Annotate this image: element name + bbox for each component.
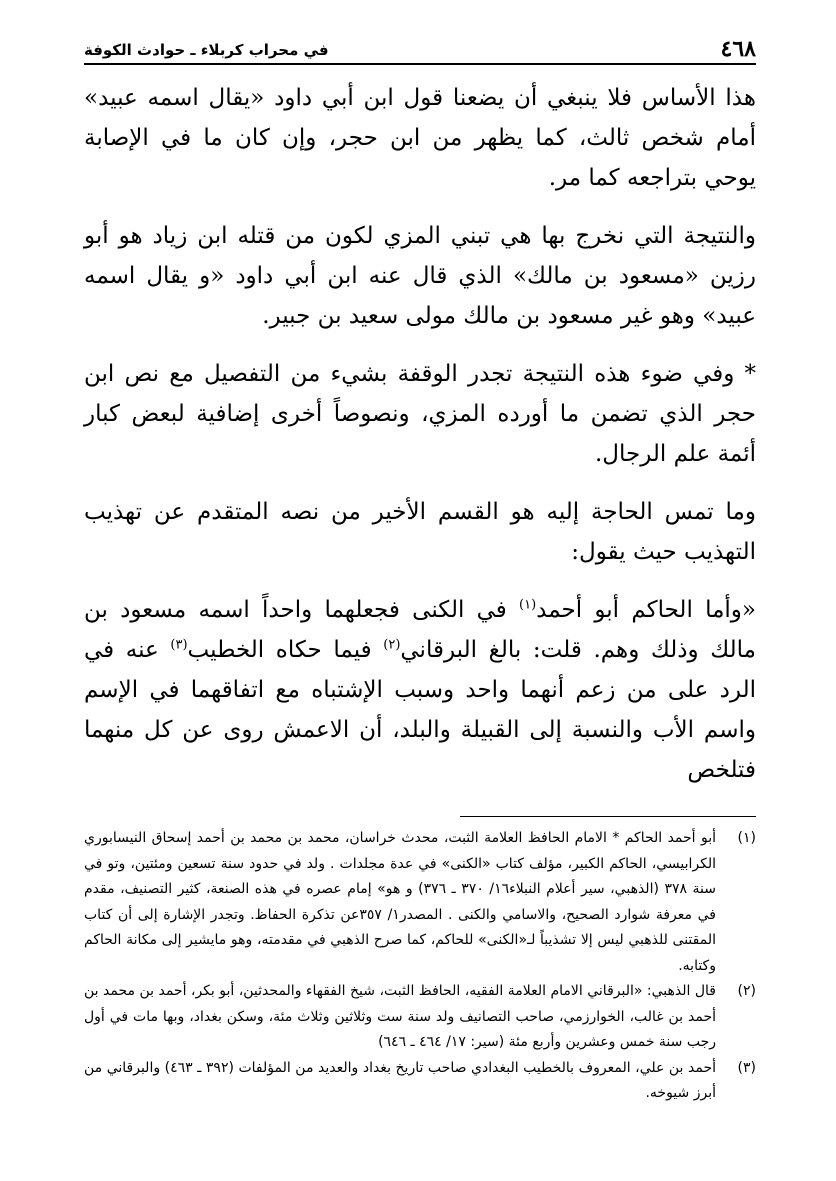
quoted-paragraph: [84, 590, 756, 790]
footnote-number: (٣): [737, 1059, 756, 1076]
header-divider: [84, 63, 756, 65]
quote-text: عنه في الرد على من زعم أنهما واحد وسبب الإشتباه مع اتفاقهما في الإسم واسم الأب والنسبة إلى القبيلة والبلد، أن الاعمش روى عن كل منهما فتلخص: [84, 637, 756, 783]
footnote-1: [84, 826, 756, 979]
paragraph: والنتيجة التي نخرج بها هي تبني المزي لكون من قتله ابن زياد هو أبو رزين «مسعود بن مالك» الذي قال عنه ابن أبي داود «و يقال اسمه عبيد» وهو غير مسعود بن مالك مولى سعيد بن جبير.: [84, 223, 756, 329]
footnote-ref-3: (٣): [170, 637, 188, 653]
running-title: في محراب كربلاء ـ حوادث الكوفة: [84, 41, 329, 59]
paragraph: وما تمس الحاجة إليه هو القسم الأخير من نصه المتقدم عن تهذيب التهذيب حيث يقول:: [84, 499, 756, 565]
footnote-divider: [460, 816, 756, 817]
footnote-2: [84, 979, 756, 1056]
footnotes: [84, 826, 756, 1107]
footnote-text: أبو أحمد الحاكم * الامام الحافظ العلامة الثبت، محدث خراسان، محمد بن محمد بن أحمد إسحاق النيسابوري الكرابيسي، الحاكم الكبير، مؤلف كتاب «الكنى» في عدة مجلدات . ولد في حدود سنة تسعين ومئتين، وتو في سنة ٣٧٨ (الذهبي، سير أعلام النبلاء١٦/ ٣٧٠ ـ ٣٧٦) و هو» إمام عصره في هذه الصنعة، كثير التصنيف، مقدم في معرفة شوارد الصحيح، والاسامي والكنى . المصدر١/ ٣٥٧عن تذكرة الحفاظ. وتجدر الإشارة إلى أن كتاب المقتنى للذهبي ليس إلا تشذيباً لـ«الكنى» للحاكم، كما صرح الذهبي في مقدمته، وهو مايشير إلى مكانة الحاكم وكتابه.: [84, 830, 716, 974]
footnote-text: أحمد بن علي، المعروف بالخطيب البغدادي صاحب تاريخ بغداد والعديد من المؤلفات (٣٩٢ ـ ٤٦٣) والبرقاني من أبرز شيوخه.: [84, 1059, 716, 1101]
page-header: [84, 30, 756, 60]
page-number: ٤٦٨: [720, 36, 756, 62]
paragraph: هذا الأساس فلا ينبغي أن يضعنا قول ابن أبي داود «يقال اسمه عبيد» أمام شخص ثالث، كما يظهر من ابن حجر، وإن كان ما في الإصابة يوحي بتراجعه كما مر.: [84, 85, 756, 191]
quote-text: في الكنى فجعلهما واحداً اسمه مسعود بن مالك وذلك وهم. قلت: بالغ البرقاني: [84, 597, 756, 663]
paragraph: * وفي ضوء هذه النتيجة تجدر الوقفة بشيء من التفصيل مع نص ابن حجر الذي تضمن ما أورده المزي، ونصوصاً أخرى إضافية لبعض كبار أئمة علم الرجال.: [84, 361, 756, 467]
footnote-ref-1: (١): [519, 597, 537, 613]
footnote-number: (٢): [737, 983, 756, 999]
quote-text: «وأما الحاكم أبو أحمد: [536, 597, 756, 623]
main-text: [84, 78, 756, 808]
quote-text: فيما حكاه الخطيب: [187, 637, 384, 663]
footnote-text: قال الذهبي: «البرقاني الامام العلامة الفقيه، الحافظ الثبت، شيخ الفقهاء والمحدثين، أبو بكر، أحمد بن محمد بن أحمد بن غالب، الخوارزمي، صاحب التصانيف ولد سنة ست وثلاثين وثلاث مئة، وسكن بغداد، وبها مات في أول رجب سنة خمس وعشرين وأربع مئة (سير: ١٧/ ٤٦٤ ـ ٦٤٦): [84, 983, 716, 1050]
footnote-number: (١): [737, 830, 756, 846]
footnote-3: [84, 1056, 756, 1107]
footnote-ref-2: (٢): [383, 637, 401, 653]
